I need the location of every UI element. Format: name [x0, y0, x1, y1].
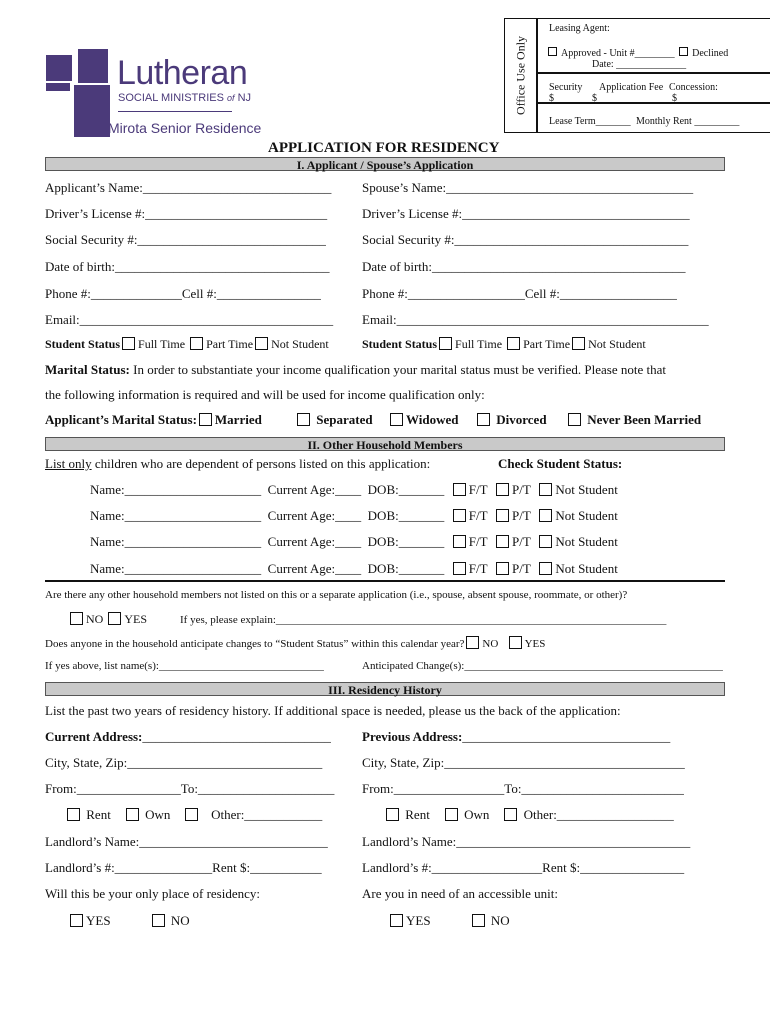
- dependent-dob-field[interactable]: DOB:_______: [367, 561, 445, 576]
- dependents-instruction: [45, 456, 430, 472]
- check-student-status-label: Check Student Status:: [498, 456, 623, 471]
- not-student-checkbox[interactable]: [539, 509, 552, 522]
- logo-divider: [118, 111, 232, 112]
- marital-note-line2: the following information is required and will be used for income qualification only:: [45, 387, 485, 402]
- accessible-no-checkbox[interactable]: [472, 914, 485, 927]
- separated-option: [295, 412, 373, 428]
- app-fee-label: Application Fee: [599, 82, 664, 93]
- dependent-row: [90, 561, 618, 577]
- ft-label: F/T: [468, 482, 488, 497]
- yes-label: YES: [124, 612, 148, 626]
- not-student-label: Not Student: [555, 508, 618, 523]
- separated-checkbox[interactable]: [297, 413, 310, 426]
- section-2-divider: [45, 580, 725, 582]
- current-landlord-phone-field[interactable]: Landlord’s #:_______________Rent $:___________: [45, 860, 322, 875]
- accessible-yes-checkbox[interactable]: [390, 914, 403, 927]
- not-student-label: Not Student: [555, 482, 618, 497]
- other-field[interactable]: Other:____________: [211, 807, 323, 822]
- dependent-name-field[interactable]: Name:_____________________: [90, 534, 262, 549]
- parttime-label: Part Time: [523, 337, 571, 351]
- approved-label: Approved - Unit #________: [561, 48, 675, 59]
- dependent-dob-field[interactable]: DOB:_______: [367, 482, 445, 497]
- only-residence-yes-checkbox[interactable]: [70, 914, 83, 927]
- dependent-age-field[interactable]: Current Age:____: [267, 534, 362, 549]
- separated-label: Separated: [316, 412, 373, 427]
- no-label: NO: [490, 913, 510, 928]
- dependent-name-field[interactable]: Name:_____________________: [90, 482, 262, 497]
- current-own-checkbox[interactable]: [126, 808, 139, 821]
- security-label: Security: [549, 82, 583, 93]
- logo-sub-ministries: SOCIAL MINISTRIES: [118, 92, 224, 104]
- student-change-question: [45, 636, 545, 650]
- declined-label: Declined: [692, 48, 729, 59]
- office-use-label: Office Use Only: [513, 35, 528, 116]
- leasing-agent-label: Leasing Agent:: [549, 23, 610, 34]
- married-label: Married: [214, 412, 262, 427]
- rent-label: Rent: [86, 807, 111, 822]
- never-married-option: [566, 412, 701, 428]
- yes-label: YES: [524, 638, 546, 650]
- applicant-fulltime-checkbox[interactable]: [122, 337, 135, 350]
- not-student-label: Not Student: [555, 534, 618, 549]
- approved-checkbox[interactable]: [548, 47, 557, 56]
- list-names-field[interactable]: If yes above, list name(s):______________________________: [45, 660, 324, 672]
- current-tenure-row: [65, 807, 322, 823]
- divorced-checkbox[interactable]: [477, 413, 490, 426]
- previous-rent-checkbox[interactable]: [386, 808, 399, 821]
- marital-status-label: Marital Status:: [45, 362, 130, 377]
- pt-label: P/T: [512, 534, 531, 549]
- residency-intro: List the past two years of residency history. If additional space is needed, please us the back of the application:: [45, 703, 621, 718]
- pt-checkbox[interactable]: [496, 535, 509, 548]
- other-members-no-checkbox[interactable]: [70, 612, 83, 625]
- ft-checkbox[interactable]: [453, 535, 466, 548]
- other-members-yes-checkbox[interactable]: [108, 612, 121, 625]
- pt-label: P/T: [512, 508, 531, 523]
- yes-label: YES: [86, 913, 111, 928]
- dependent-age-field[interactable]: Current Age:____: [267, 561, 362, 576]
- declined-checkbox[interactable]: [679, 47, 688, 56]
- other-members-question: Are there any other household members not listed on this or a separate application (i.e., spouse, absent spouse, roommate, or other)?: [45, 589, 628, 601]
- widowed-checkbox[interactable]: [390, 413, 403, 426]
- spouse-phone-field[interactable]: Phone #:__________________Cell #:__________________: [362, 286, 677, 301]
- never-married-label: Never Been Married: [587, 412, 702, 427]
- rent-label: Rent: [405, 807, 430, 822]
- concession-value: $_______: [672, 93, 712, 104]
- spouse-fulltime-checkbox[interactable]: [439, 337, 452, 350]
- current-address-line: _____________________________: [142, 729, 331, 744]
- applicant-marital-label: Applicant’s Marital Status:: [45, 412, 197, 427]
- concession-label: Concession:: [669, 82, 718, 93]
- list-only-label: List only: [45, 456, 92, 471]
- fulltime-label: Full Time: [138, 337, 186, 351]
- applicant-name-field[interactable]: Applicant’s Name:_____________________________: [45, 180, 332, 195]
- dependent-name-field[interactable]: Name:_____________________: [90, 561, 262, 576]
- marital-note-line1: In order to substantiate your income qualification your marital status must be verified. Please note that: [129, 362, 666, 377]
- spouse-ssn-field[interactable]: Social Security #:____________________________________: [362, 232, 689, 247]
- previous-landlord-phone-field[interactable]: Landlord’s #:_________________Rent $:________________: [362, 860, 685, 875]
- page-title: APPLICATION FOR RESIDENCY: [268, 140, 500, 156]
- spouse-dl-field[interactable]: Driver’s License #:___________________________________: [362, 206, 690, 221]
- parttime-label: Part Time: [206, 337, 254, 351]
- current-city-field[interactable]: City, State, Zip:______________________________: [45, 755, 323, 770]
- pt-checkbox[interactable]: [496, 509, 509, 522]
- only-residence-answer: [68, 913, 190, 929]
- only-residence-no-checkbox[interactable]: [152, 914, 165, 927]
- not-student-checkbox[interactable]: [539, 535, 552, 548]
- cross-logo-icon: [46, 49, 112, 137]
- applicant-marital-row: [45, 412, 262, 428]
- applicant-notstudent-checkbox[interactable]: [255, 337, 268, 350]
- other-members-answer: [68, 612, 147, 627]
- student-status-label: Student Status: [362, 337, 438, 351]
- spouse-student-status: [362, 337, 646, 352]
- own-label: Own: [464, 807, 490, 822]
- no-label: NO: [86, 612, 104, 626]
- dependent-row: [90, 482, 618, 498]
- dependent-row: [90, 534, 618, 550]
- ft-label: F/T: [468, 508, 488, 523]
- ft-checkbox[interactable]: [453, 509, 466, 522]
- notstudent-label: Not Student: [271, 337, 329, 351]
- dependent-dob-field[interactable]: DOB:_______: [367, 508, 445, 523]
- monthly-rent: Monthly Rent _________: [636, 116, 740, 127]
- section-1-header: I. Applicant / Spouse’s Application: [45, 157, 725, 171]
- spouse-email-field[interactable]: Email:________________________________________________: [362, 312, 709, 327]
- ft-label: F/T: [468, 534, 488, 549]
- anticipated-change-field[interactable]: Anticipated Change(s):_______________________________________________: [362, 660, 723, 672]
- current-address-label: Current Address:: [45, 729, 143, 744]
- previous-landlord-name-field[interactable]: Landlord’s Name:____________________________________: [362, 834, 691, 849]
- ft-checkbox[interactable]: [453, 562, 466, 575]
- spouse-parttime-checkbox[interactable]: [507, 337, 520, 350]
- explain-field[interactable]: If yes, please explain:_______________________________________________________________________: [180, 614, 667, 626]
- dependents-text: children who are dependent of persons listed on this application:: [91, 456, 431, 471]
- logo-name: Lutheran: [117, 54, 248, 92]
- accessible-unit-question: Are you in need of an accessible unit:: [362, 886, 559, 901]
- spouse-dob-field[interactable]: Date of birth:_______________________________________: [362, 259, 686, 274]
- applicant-dl-field[interactable]: Driver’s License #:____________________________: [45, 206, 328, 221]
- logo-residence: Mirota Senior Residence: [108, 120, 262, 136]
- dependent-age-field[interactable]: Current Age:____: [267, 482, 362, 497]
- student-change-yes-checkbox[interactable]: [509, 636, 522, 649]
- logo-sub-nj: NJ: [237, 92, 252, 104]
- ft-label: F/T: [468, 561, 488, 576]
- logo-sub-of: of: [227, 93, 235, 103]
- previous-address-label: Previous Address:: [362, 729, 463, 744]
- pt-checkbox[interactable]: [496, 562, 509, 575]
- current-rent-checkbox[interactable]: [67, 808, 80, 821]
- previous-city-field[interactable]: City, State, Zip:_____________________________________: [362, 755, 685, 770]
- spouse-name-field[interactable]: Spouse’s Name:______________________________________: [362, 180, 694, 195]
- dependent-name-field[interactable]: Name:_____________________: [90, 508, 262, 523]
- pt-label: P/T: [512, 561, 531, 576]
- applicant-parttime-checkbox[interactable]: [190, 337, 203, 350]
- divorced-label: Divorced: [496, 412, 547, 427]
- yes-label: YES: [406, 913, 431, 928]
- married-checkbox[interactable]: [199, 413, 212, 426]
- notstudent-label: Not Student: [588, 337, 646, 351]
- applicant-email-field[interactable]: Email:_______________________________________: [45, 312, 334, 327]
- student-status-label: Student Status: [45, 337, 121, 351]
- spouse-notstudent-checkbox[interactable]: [572, 337, 585, 350]
- office-use-box: [504, 18, 770, 133]
- accessible-unit-answer: [388, 913, 510, 929]
- dependent-age-field[interactable]: Current Age:____: [267, 508, 362, 523]
- widowed-label: Widowed: [406, 412, 459, 427]
- ft-checkbox[interactable]: [453, 483, 466, 496]
- no-label: NO: [482, 638, 499, 650]
- other-field[interactable]: Other:__________________: [523, 807, 674, 822]
- previous-tenure-row: [384, 807, 674, 823]
- not-student-checkbox[interactable]: [539, 483, 552, 496]
- student-change-no-checkbox[interactable]: [466, 636, 479, 649]
- never-married-checkbox[interactable]: [568, 413, 581, 426]
- own-label: Own: [145, 807, 171, 822]
- previous-from-to-field[interactable]: From:_________________To:_________________________: [362, 781, 684, 796]
- dependent-dob-field[interactable]: DOB:_______: [367, 534, 445, 549]
- logo-sub: [118, 92, 251, 104]
- lease-term: Lease Term_______: [549, 116, 631, 127]
- not-student-label: Not Student: [555, 561, 618, 576]
- approved-row: [548, 47, 728, 59]
- no-label: NO: [170, 913, 190, 928]
- applicant-phone-field[interactable]: Phone #:______________Cell #:________________: [45, 286, 321, 301]
- widowed-option: [388, 412, 459, 428]
- applicant-dob-field[interactable]: Date of birth:_________________________________: [45, 259, 330, 274]
- current-address-field[interactable]: [45, 729, 331, 745]
- current-from-to-field[interactable]: From:________________To:_____________________: [45, 781, 335, 796]
- office-date: Date: ______________: [592, 59, 687, 70]
- not-student-checkbox[interactable]: [539, 562, 552, 575]
- pt-checkbox[interactable]: [496, 483, 509, 496]
- previous-address-field[interactable]: [362, 729, 670, 745]
- security-value: $_______: [549, 93, 589, 104]
- previous-address-line: ________________________________: [462, 729, 671, 744]
- pt-label: P/T: [512, 482, 531, 497]
- applicant-ssn-field[interactable]: Social Security #:_____________________________: [45, 232, 326, 247]
- current-landlord-name-field[interactable]: Landlord’s Name:_____________________________: [45, 834, 328, 849]
- app-fee-value: $________: [592, 93, 637, 104]
- section-3-header: III. Residency History: [45, 682, 725, 696]
- section-2-header: II. Other Household Members: [45, 437, 725, 451]
- dependent-row: [90, 508, 618, 524]
- marital-status-note: [45, 362, 666, 378]
- previous-own-checkbox[interactable]: [445, 808, 458, 821]
- student-change-text: Does anyone in the household anticipate changes to “Student Status” within this calendar year?: [45, 638, 465, 650]
- divorced-option: [475, 412, 547, 428]
- previous-other-checkbox[interactable]: [504, 808, 517, 821]
- fulltime-label: Full Time: [455, 337, 503, 351]
- current-other-checkbox[interactable]: [185, 808, 198, 821]
- only-residence-question: Will this be your only place of residency:: [45, 886, 261, 901]
- applicant-student-status: [45, 337, 329, 352]
